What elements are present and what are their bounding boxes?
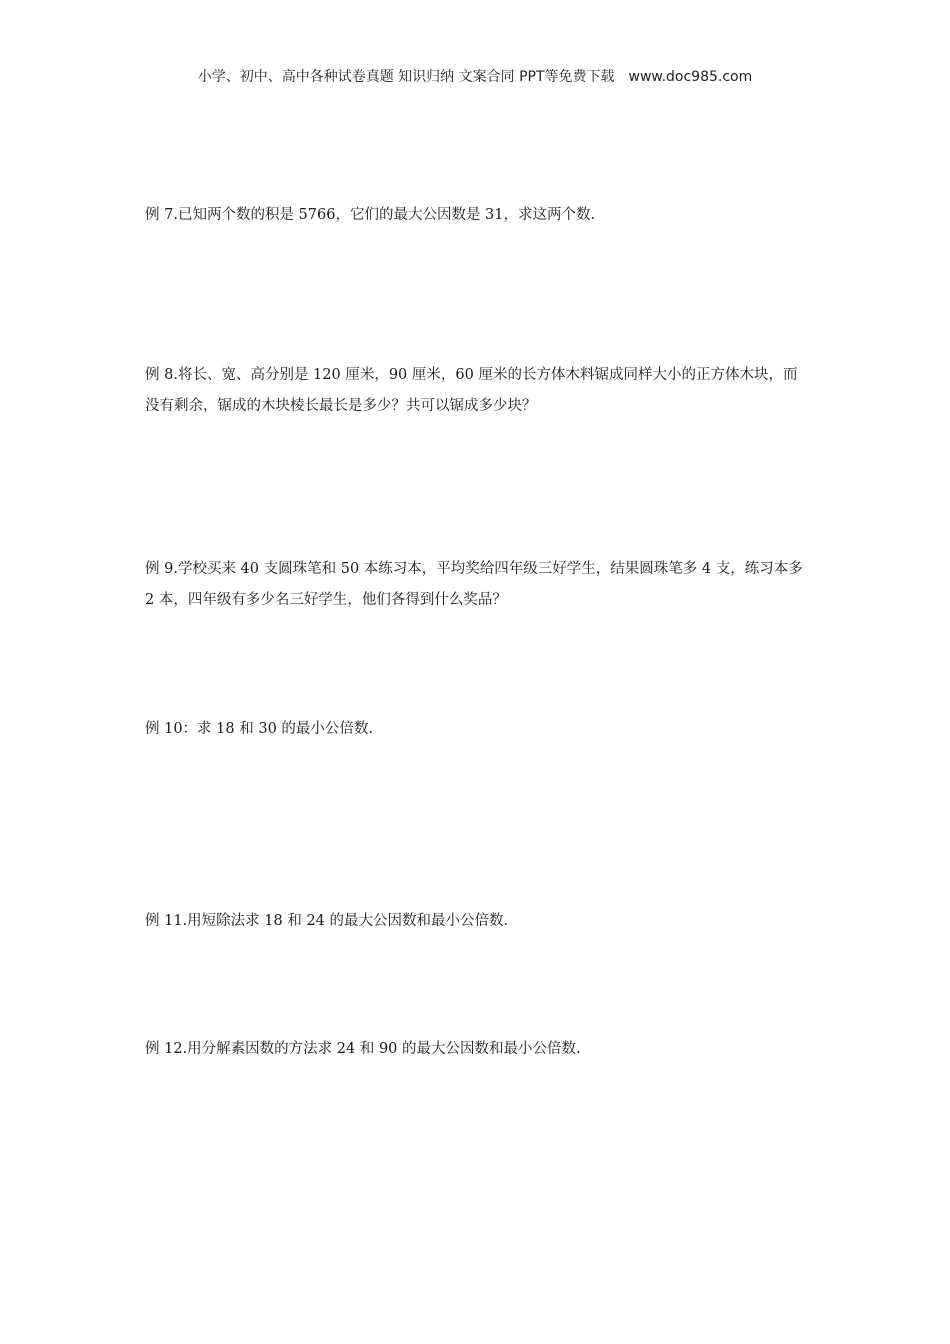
problem-12: 例 12.用分解素因数的方法求 24 和 90 的最大公因数和最小公倍数. — [145, 1041, 581, 1057]
problem-8: 例 8.将长、宽、高分别是 120 厘米，90 厘米，60 厘米的长方体木料锯成同样大小的正方体木块，而没有剩余，锯成的木块棱长最长是多少？共可以锯成多少块？ — [145, 367, 798, 414]
problem-9: 例 9.学校买来 40 支圆珠笔和 50 本练习本，平均奖给四年级三好学生，结果圆珠笔多 4 支，练习本多 2 本，四年级有多少名三好学生，他们各得到什么奖品？ — [145, 561, 803, 608]
page-header — [0, 66, 950, 86]
header-text: 小学、初中、高中各种试卷真题 知识归纳 文案合同 PPT等免费下载 — [197, 69, 615, 85]
problem-11: 例 11.用短除法求 18 和 24 的最大公因数和最小公倍数. — [145, 913, 509, 929]
problem-10: 例 10：求 18 和 30 的最小公倍数. — [145, 721, 374, 737]
header-site-link[interactable]: www.doc985.com — [628, 69, 753, 85]
problem-7: 例 7.已知两个数的积是 5766，它们的最大公因数是 31，求这两个数. — [145, 207, 596, 223]
